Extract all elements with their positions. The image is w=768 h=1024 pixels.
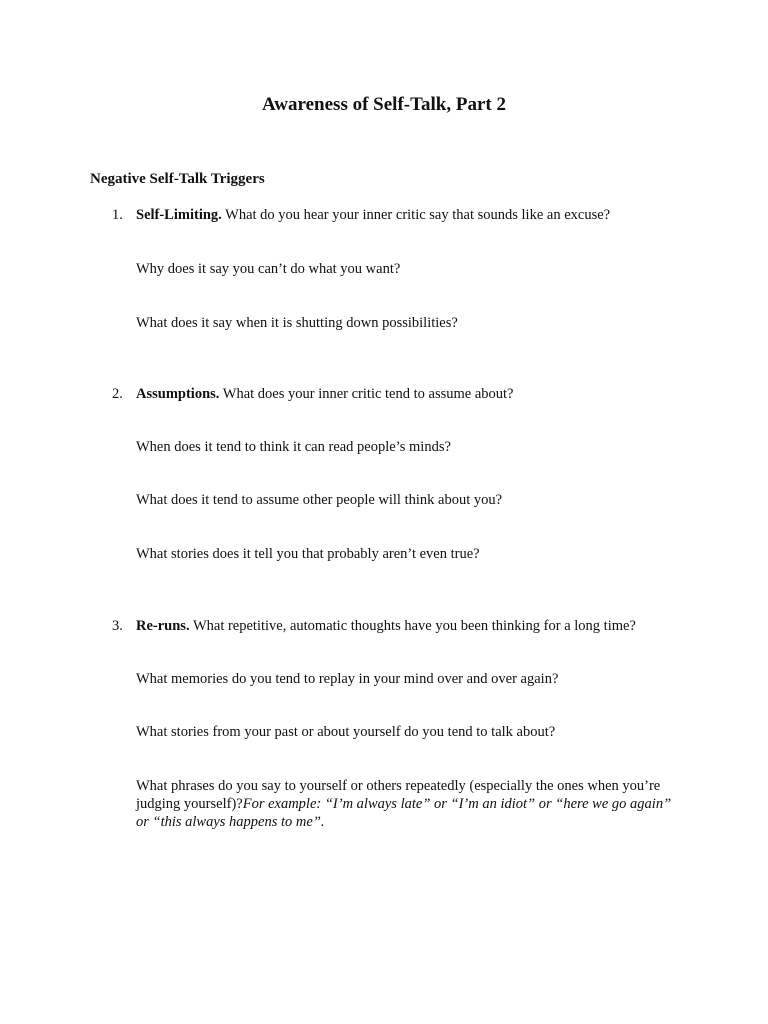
followup-question: What does it say when it is shutting down possibilities? xyxy=(136,315,458,331)
item-number-2: 2. xyxy=(112,386,123,402)
item-question-1 xyxy=(136,206,610,225)
final-question-paragraph xyxy=(136,777,676,831)
final-question-text: What phrases do you say to yourself or others repeatedly (especially the ones when you’re judging yourself)? xyxy=(136,778,661,812)
followup-question: Why does it say you can’t do what you want? xyxy=(136,261,401,277)
item-question-2 xyxy=(136,385,513,404)
item-number-3: 3. xyxy=(112,618,123,634)
item-lead-2: Assumptions. xyxy=(136,386,220,402)
followup-question: What stories from your past or about yourself do you tend to talk about? xyxy=(136,724,556,740)
item-question-3 xyxy=(136,617,636,636)
followup-question: What does it tend to assume other people will think about you? xyxy=(136,492,503,508)
followup-question: What stories does it tell you that probably aren’t even true? xyxy=(136,546,480,562)
section-heading: Negative Self-Talk Triggers xyxy=(90,171,265,187)
item-question-text-1: What do you hear your inner critic say that sounds like an excuse? xyxy=(221,207,611,223)
followup-question: What memories do you tend to replay in your mind over and over again? xyxy=(136,671,559,687)
item-question-text-3: What repetitive, automatic thoughts have you been thinking for a long time? xyxy=(189,618,636,634)
item-number-1: 1. xyxy=(112,207,123,223)
final-example-text: For example: “I’m always late” or “I’m an idiot” or “here we go again” or “this always happens to me”. xyxy=(136,796,672,830)
item-lead-1: Self-Limiting. xyxy=(136,207,222,223)
page-title: Awareness of Self-Talk, Part 2 xyxy=(262,94,506,115)
followup-question: When does it tend to think it can read people’s minds? xyxy=(136,439,451,455)
item-question-text-2: What does your inner critic tend to assume about? xyxy=(219,386,514,402)
item-lead-3: Re-runs. xyxy=(136,618,190,634)
